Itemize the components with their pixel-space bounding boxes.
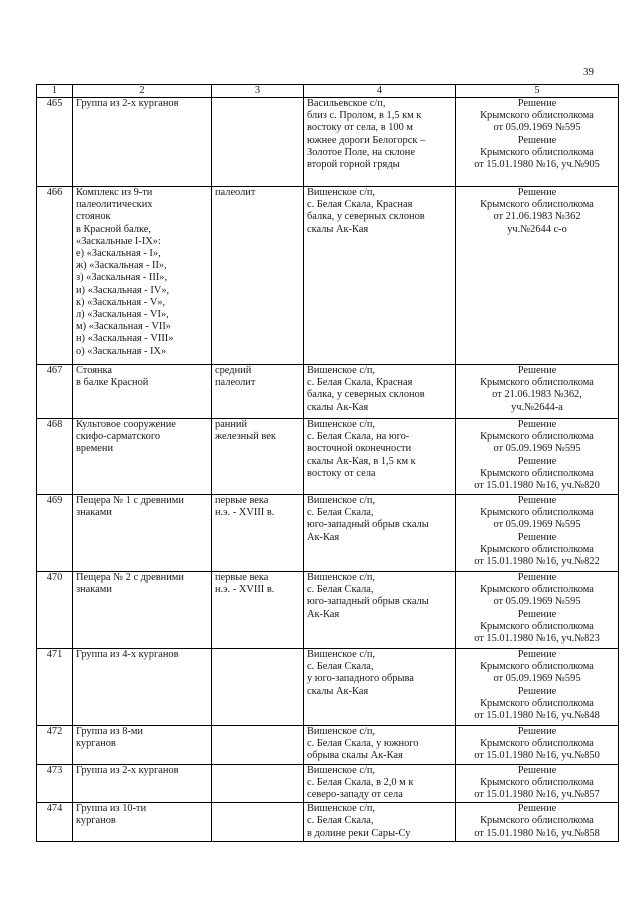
cell-decision-line: уч.№2644 с-о: [507, 223, 567, 235]
cell-decision-line: Решение: [517, 608, 557, 620]
cell-number: 474: [37, 803, 73, 842]
cell-number: 466: [37, 187, 73, 365]
cell-period: [212, 649, 304, 726]
table-row: [37, 764, 619, 803]
cell-location-line: скалы Ак-Кая, в 1,5 км к: [307, 455, 416, 467]
cell-name-line: Группа из 8-ми: [76, 726, 143, 737]
cell-location: [304, 419, 456, 495]
cell-period: [212, 187, 304, 365]
cell-decision-line: Крымского облисполкома: [480, 697, 594, 709]
cell-decision-line: Решение: [517, 365, 557, 376]
cell-decision-line: Крымского облисполкома: [480, 431, 594, 443]
cell-decision-line: от 15.01.1980 №16, уч.№848: [474, 710, 600, 722]
header-col-2: 2: [73, 85, 212, 98]
cell-name: [73, 572, 212, 649]
cell-name: [73, 649, 212, 726]
cell-name-line: ж) «Заскальная - II»,: [76, 260, 167, 272]
cell-name-line: курганов: [76, 815, 116, 827]
cell-location-line: балка, у северных склонов: [307, 389, 425, 401]
cell-decision-line: Решение: [517, 419, 557, 430]
cell-name: [73, 419, 212, 495]
header-row: [37, 85, 619, 98]
cell-location-line: с. Белая Скала, на юго-: [307, 431, 410, 443]
cell-location-line: в долине реки Сары-Су: [307, 827, 411, 839]
cell-decision-line: Крымского облисполкома: [480, 620, 594, 632]
cell-name-line: з) «Заскальная - III»,: [76, 272, 168, 284]
cell-location-line: Вишенское с/п,: [307, 495, 375, 506]
cell-name-line: Группа из 10-ти: [76, 803, 147, 815]
cell-location: [304, 726, 456, 765]
cell-name-line: в балке Красной: [76, 377, 149, 389]
cell-name-line: к) «Заскальная - V»,: [76, 296, 166, 308]
cell-decision-line: Решение: [517, 455, 557, 467]
cell-decision-line: Крымского облисполкома: [480, 543, 594, 555]
cell-location: [304, 365, 456, 419]
cell-location-line: у юго-западного обрыва: [307, 673, 414, 685]
cell-decision-line: Решение: [517, 134, 557, 146]
cell-decision-line: от 05.09.1969 №595: [493, 443, 581, 455]
cell-number: 469: [37, 495, 73, 572]
cell-decision-line: Крымского облисполкома: [480, 146, 594, 158]
cell-period-line: палеолит: [215, 377, 256, 389]
cell-name-line: знаками: [76, 584, 112, 596]
cell-location-line: балка, у северных склонов: [307, 211, 425, 223]
cell-decision-line: от 15.01.1980 №16, уч.№850: [474, 750, 600, 762]
cell-location-line: с. Белая Скала,: [307, 661, 374, 673]
cell-location: [304, 764, 456, 803]
cell-decision-line: Решение: [517, 495, 557, 506]
cell-name-line: л) «Заскальная - VI»,: [76, 309, 169, 321]
cell-decision-line: Крымского облисполкома: [480, 199, 594, 211]
cell-location-line: близ с. Пролом, в 1,5 км к: [307, 110, 422, 122]
cell-name-line: «Заскальные I-IX»:: [76, 235, 161, 247]
cell-name-line: Группа из 4-х курганов: [76, 649, 179, 660]
cell-name: [73, 764, 212, 803]
cell-decision-line: Решение: [517, 572, 557, 583]
cell-decision-line: от 21.06.1983 №362: [493, 211, 581, 223]
cell-name-line: о) «Заскальная - IX»: [76, 345, 167, 357]
cell-name-line: стоянок: [76, 211, 111, 223]
cell-period-line: первые века: [215, 572, 269, 583]
cell-name-line: Пещера № 1 с древними: [76, 495, 184, 506]
cell-name: [73, 98, 212, 187]
cell-name: [73, 365, 212, 419]
table-header: [37, 85, 619, 98]
cell-location-line: востоку от села, в 100 м: [307, 122, 413, 134]
header-col-1: 1: [37, 85, 73, 98]
cell-name-line: е) «Заскальная - I»,: [76, 248, 161, 260]
cell-location-line: Ак-Кая: [307, 531, 340, 543]
cell-name-line: в Красной балке,: [76, 223, 151, 235]
cell-decision-line: от 15.01.1980 №16, уч.№905: [474, 159, 600, 171]
cell-name-line: Группа из 2-х курганов: [76, 764, 179, 776]
table-row: [37, 98, 619, 187]
cell-decision: [456, 419, 619, 495]
cell-location-line: с. Белая Скала, в 2,0 м к: [307, 776, 414, 788]
cell-decision-line: Решение: [517, 531, 557, 543]
cell-name-line: Комплекс из 9-ти: [76, 187, 153, 198]
cell-period: [212, 572, 304, 649]
cell-decision: [456, 764, 619, 803]
cell-location-line: Вишенское с/п,: [307, 764, 375, 776]
cell-name: [73, 187, 212, 365]
cell-name-line: Стоянка: [76, 365, 113, 376]
cell-location-line: с. Белая Скала, Красная: [307, 377, 413, 389]
cell-number: 470: [37, 572, 73, 649]
cell-period-line: н.э. - XVIII в.: [215, 584, 275, 596]
cell-location-line: Ак-Кая: [307, 608, 340, 620]
cell-location-line: юго-западный обрыв скалы: [307, 519, 429, 531]
cell-period-line: палеолит: [215, 187, 256, 198]
cell-location-line: обрыва скалы Ак-Кая: [307, 750, 403, 762]
cell-decision-line: Крымского облисполкома: [480, 467, 594, 479]
cell-name: [73, 495, 212, 572]
cell-location-line: востоку от села: [307, 467, 376, 479]
cell-decision-line: Крымского облисполкома: [480, 507, 594, 519]
cell-location: [304, 495, 456, 572]
cell-decision: [456, 187, 619, 365]
cell-location-line: скалы Ак-Кая: [307, 223, 369, 235]
header-col-4: 4: [304, 85, 456, 98]
cell-period-line: средний: [215, 365, 252, 376]
cell-location-line: второй горной гряды: [307, 159, 400, 171]
cell-decision-line: Решение: [517, 187, 557, 198]
cell-decision-line: Решение: [517, 685, 557, 697]
table-row: [37, 649, 619, 726]
cell-decision: [456, 495, 619, 572]
cell-name-line: времени: [76, 443, 114, 455]
cell-decision-line: Крымского облисполкома: [480, 110, 594, 122]
cell-name: [73, 803, 212, 842]
cell-name-line: Культовое сооружение: [76, 419, 176, 430]
cell-location: [304, 98, 456, 187]
table-row: [37, 726, 619, 765]
cell-location-line: Вишенское с/п,: [307, 726, 375, 737]
cell-location-line: с. Белая Скала, Красная: [307, 199, 413, 211]
header-col-3: 3: [212, 85, 304, 98]
cell-location-line: скалы Ак-Кая: [307, 685, 369, 697]
cell-decision: [456, 726, 619, 765]
cell-decision-line: от 21.06.1983 №362,: [492, 389, 582, 401]
cell-location-line: Вишенское с/п,: [307, 572, 375, 583]
cell-location-line: Вишенское с/п,: [307, 187, 375, 198]
cell-decision-line: Решение: [517, 726, 557, 737]
cell-decision: [456, 572, 619, 649]
cell-number: 471: [37, 649, 73, 726]
cell-name-line: Группа из 2-х курганов: [76, 98, 179, 109]
monuments-registry-table: [36, 84, 619, 842]
cell-decision-line: Решение: [517, 98, 557, 109]
cell-period: [212, 726, 304, 765]
cell-period-line: первые века: [215, 495, 269, 506]
cell-location: [304, 649, 456, 726]
cell-number: 465: [37, 98, 73, 187]
cell-decision-line: Крымского облисполкома: [480, 377, 594, 389]
cell-location-line: Вишенское с/п,: [307, 419, 375, 430]
cell-decision-line: от 15.01.1980 №16, уч.№857: [474, 789, 600, 801]
cell-location-line: северо-западу от села: [307, 789, 403, 801]
cell-location-line: с. Белая Скала,: [307, 584, 374, 596]
cell-period: [212, 495, 304, 572]
cell-decision: [456, 803, 619, 842]
cell-name-line: скифо-сарматского: [76, 431, 161, 443]
cell-decision-line: Решение: [517, 803, 557, 815]
cell-period-line: железный век: [215, 431, 276, 443]
cell-decision: [456, 98, 619, 187]
cell-decision: [456, 365, 619, 419]
cell-period: [212, 98, 304, 187]
page-number: 39: [583, 66, 594, 78]
cell-name-line: палеолитических: [76, 199, 153, 211]
cell-decision-line: от 15.01.1980 №16, уч.№858: [474, 827, 600, 839]
cell-decision-line: от 15.01.1980 №16, уч.№823: [474, 633, 600, 645]
cell-location-line: южнее дороги Белогорск –: [307, 134, 426, 146]
cell-decision-line: Крымского облисполкома: [480, 776, 594, 788]
cell-location: [304, 572, 456, 649]
cell-name: [73, 726, 212, 765]
cell-location-line: Васильевское с/п,: [307, 98, 386, 109]
table-row: [37, 419, 619, 495]
cell-location-line: Золотое Поле, на склоне: [307, 146, 415, 158]
cell-decision-line: Крымского облисполкома: [480, 584, 594, 596]
cell-period-line: ранний: [215, 419, 248, 430]
table-row: [37, 187, 619, 365]
cell-number: 468: [37, 419, 73, 495]
cell-name-line: и) «Заскальная - IV»,: [76, 284, 170, 296]
cell-decision-line: Крымского облисполкома: [480, 738, 594, 750]
cell-location-line: с. Белая Скала,: [307, 815, 374, 827]
table-row: [37, 365, 619, 419]
cell-period: [212, 419, 304, 495]
table-body: [37, 98, 619, 842]
cell-period: [212, 365, 304, 419]
cell-location: [304, 187, 456, 365]
cell-decision-line: уч.№2644-а: [511, 401, 563, 413]
cell-name-line: курганов: [76, 738, 116, 750]
cell-name-line: м) «Заскальная - VII»: [76, 321, 172, 333]
cell-period: [212, 803, 304, 842]
cell-decision-line: от 15.01.1980 №16, уч.№822: [474, 556, 600, 568]
cell-location-line: с. Белая Скала,: [307, 507, 374, 519]
cell-number: 472: [37, 726, 73, 765]
cell-location-line: юго-западный обрыв скалы: [307, 596, 429, 608]
cell-location-line: скалы Ак-Кая: [307, 401, 369, 413]
cell-location: [304, 803, 456, 842]
cell-decision-line: от 05.09.1969 №595: [493, 122, 581, 134]
cell-decision-line: Решение: [517, 649, 557, 660]
table-row: [37, 495, 619, 572]
cell-decision-line: от 05.09.1969 №595: [493, 519, 581, 531]
cell-number: 467: [37, 365, 73, 419]
cell-decision-line: от 05.09.1969 №595: [493, 673, 581, 685]
cell-location-line: восточной оконечности: [307, 443, 412, 455]
cell-period-line: н.э. - XVIII в.: [215, 507, 275, 519]
cell-location-line: Вишенское с/п,: [307, 803, 375, 815]
cell-location-line: с. Белая Скала, у южного: [307, 738, 419, 750]
cell-name-line: н) «Заскальная - VIII»: [76, 333, 174, 345]
table-row: [37, 803, 619, 842]
header-col-5: 5: [456, 85, 619, 98]
cell-decision-line: от 05.09.1969 №595: [493, 596, 581, 608]
cell-decision-line: Решение: [517, 764, 557, 776]
cell-decision-line: Крымского облисполкома: [480, 661, 594, 673]
cell-name-line: знаками: [76, 507, 112, 519]
cell-decision-line: Крымского облисполкома: [480, 815, 594, 827]
cell-period: [212, 764, 304, 803]
cell-decision: [456, 649, 619, 726]
table-row: [37, 572, 619, 649]
cell-decision-line: от 15.01.1980 №16, уч.№820: [474, 480, 600, 492]
cell-number: 473: [37, 764, 73, 803]
cell-name-line: Пещера № 2 с древними: [76, 572, 184, 583]
cell-location-line: Вишенское с/п,: [307, 649, 375, 660]
cell-location-line: Вишенское с/п,: [307, 365, 375, 376]
